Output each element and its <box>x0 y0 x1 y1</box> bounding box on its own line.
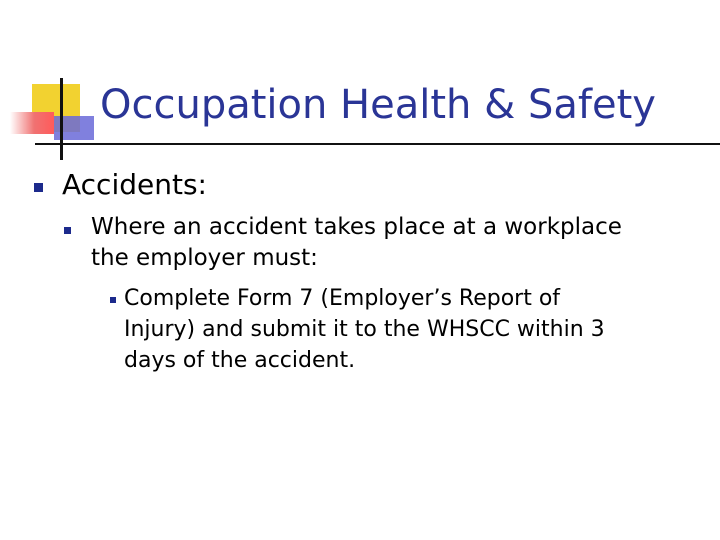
bullet-level-1: Accidents: <box>62 168 207 201</box>
bullet-level-3-line: Complete Form 7 (Employer’s Report of <box>124 286 561 311</box>
bullet-level-3-line: Injury) and submit it to the WHSCC within 3 <box>124 317 605 342</box>
bullet-level-2-line: the employer must: <box>91 245 318 271</box>
bullet-square-icon <box>110 297 116 303</box>
decor-vertical-line <box>60 78 63 160</box>
bullet-level-2 <box>91 212 691 274</box>
bullet-square-icon <box>34 183 43 192</box>
bullet-square-icon <box>64 227 71 234</box>
bullet-level-2-line: Where an accident takes place at a workplace <box>91 214 622 240</box>
decor-red-bar <box>10 112 54 134</box>
slide-title: Occupation Health & Safety <box>100 82 656 128</box>
title-underline <box>35 143 720 145</box>
bullet-level-3 <box>124 283 684 376</box>
bullet-level-3-line: days of the accident. <box>124 348 356 373</box>
